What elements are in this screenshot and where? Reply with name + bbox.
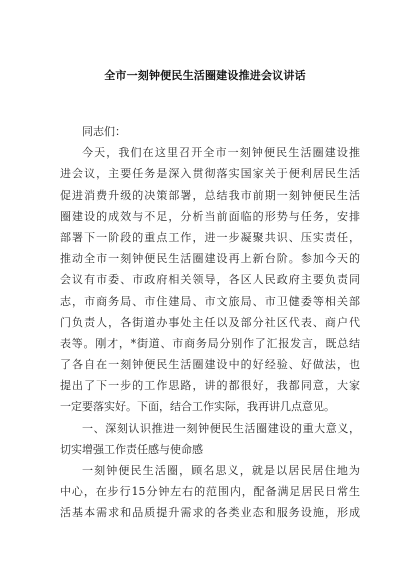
paragraph-line: 圈建设的成效与不足，分析当前面临的形势与任务，安排 xyxy=(60,209,360,223)
paragraph-line: 活基本需求和品质提升需求的各类业态和服务设施，形成 xyxy=(60,506,360,520)
paragraph-line: 推动全市一刻钟便民生活圈建设再上新台阶。参加今天的 xyxy=(60,252,360,266)
paragraph-line: 会议有市委、市政府相关领导，各区人民政府主要负责同 xyxy=(60,273,360,287)
paragraph-line: 了各自在一刻钟便民生活圈建设中的好经验、好做法，也 xyxy=(60,358,360,372)
paragraph-line: 表等。刚才，*街道、市商务局分别作了汇报发言，既总结 xyxy=(60,336,360,350)
paragraph-line: 一定要落实好。下面，结合工作实际，我再讲几点意见。 xyxy=(60,400,335,414)
paragraph-line: 今天，我们在这里召开全市一刻钟便民生活圈建设推 xyxy=(82,146,360,160)
paragraph-line: 志，市商务局、市住建局、市文旅局、市卫健委等相关部 xyxy=(60,294,360,308)
section-heading-line: 一、深刻认识推进一刻钟便民生活圈建设的重大意义， xyxy=(82,421,360,435)
salutation-line: 同志们： xyxy=(82,125,126,138)
document-body xyxy=(60,121,360,524)
section-heading-line: 切实增强工作责任感与使命感 xyxy=(60,442,203,456)
paragraph-line: 促进消费升级的决策部署，总结我市前期一刻钟便民生活 xyxy=(60,188,360,202)
paragraph-line: 部署下一阶段的重点工作，进一步凝聚共识、压实责任， xyxy=(60,230,360,244)
paragraph-line: 提出了下一步的工作思路，讲的都很好，我都同意，大家 xyxy=(60,379,360,393)
document-title: 全市一刻钟便民生活圈建设推进会议讲话 xyxy=(104,69,306,82)
paragraph-line: 中心，在步行15分钟左右的范围内，配备满足居民日常生 xyxy=(60,485,360,499)
paragraph-line: 进会议，主要任务是深入贯彻落实国家关于便利居民生活 xyxy=(60,167,360,181)
paragraph-line: 一刻钟便民生活圈，顾名思义，就是以居民居住地为 xyxy=(82,464,360,477)
paragraph-line: 门负责人，各街道办事处主任以及部分社区代表、商户代 xyxy=(60,315,360,329)
